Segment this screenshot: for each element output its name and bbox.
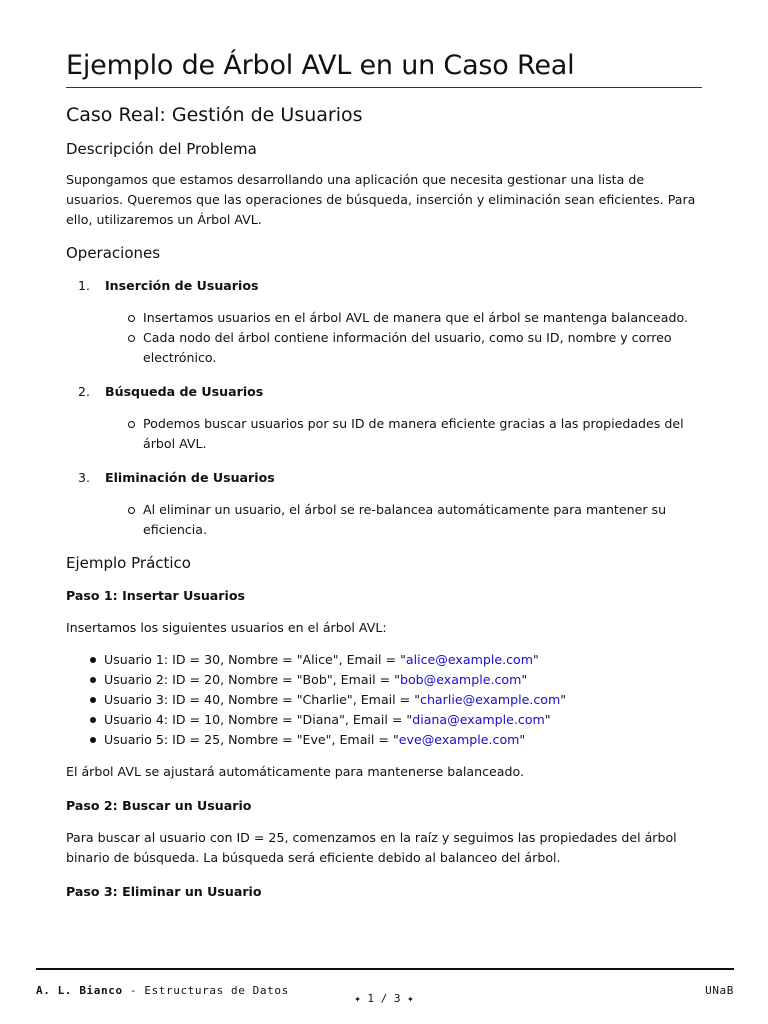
operations-heading: Operaciones	[66, 244, 161, 262]
circle-bullet-icon	[128, 421, 135, 428]
footer-divider	[36, 968, 734, 970]
operation-point: Insertamos usuarios en el árbol AVL de manera que el árbol se mantenga balanceado.	[143, 308, 702, 328]
operation-title: Inserción de Usuarios	[105, 278, 259, 293]
description-text: Supongamos que estamos desarrollando una aplicación que necesita gestionar una lista de usuarios. Queremos que las operaciones de búsqueda, inserción y eliminación sean eficientes. Para ello, utilizaremos un Árbol AVL.	[66, 172, 696, 227]
operation-item	[66, 468, 702, 540]
email-link[interactable]: alice@example.com	[405, 652, 533, 667]
operation-number: 1.	[77, 278, 90, 293]
step2-text: Para buscar al usuario con ID = 25, comenzamos en la raíz y seguimos las propiedades del árbol binario de búsqueda. La búsqueda será eficiente debido al balanceo del árbol.	[66, 830, 677, 865]
circle-bullet-icon	[128, 507, 135, 514]
footer-author: A. L. Bianco	[36, 984, 123, 997]
operation-title: Eliminación de Usuarios	[105, 470, 275, 485]
operation-points	[66, 500, 702, 540]
email-link[interactable]: charlie@example.com	[420, 692, 561, 707]
step3-title: Paso 3: Eliminar un Usuario	[66, 884, 262, 899]
bullet-icon	[90, 677, 96, 683]
operations-list	[66, 276, 702, 540]
operation-item	[66, 382, 702, 454]
operation-point: Cada nodo del árbol contiene información del usuario, como su ID, nombre y correo electrónico.	[143, 328, 702, 368]
user-item: Usuario 4: ID = 10, Nombre = "Diana", Email = "diana@example.com"	[104, 710, 702, 730]
bullet-icon	[90, 697, 96, 703]
description-heading: Descripción del Problema	[66, 140, 257, 158]
step1-title: Paso 1: Insertar Usuarios	[66, 588, 245, 603]
example-heading: Ejemplo Práctico	[66, 554, 191, 572]
user-item: Usuario 5: ID = 25, Nombre = "Eve", Email = "eve@example.com"	[104, 730, 702, 750]
footer-separator: -	[122, 984, 145, 997]
email-link[interactable]: bob@example.com	[399, 672, 522, 687]
bullet-icon	[90, 657, 96, 663]
operation-item	[66, 276, 702, 368]
circle-bullet-icon	[128, 315, 135, 322]
circle-bullet-icon	[128, 335, 135, 342]
user-item: Usuario 3: ID = 40, Nombre = "Charlie", Email = "charlie@example.com"	[104, 690, 702, 710]
operation-title: Búsqueda de Usuarios	[105, 384, 264, 399]
document-body	[66, 50, 702, 902]
operation-point: Podemos buscar usuarios por su ID de manera eficiente gracias a las propiedades del árbol AVL.	[143, 414, 702, 454]
users-list	[66, 650, 702, 750]
page-title: Ejemplo de Árbol AVL en un Caso Real	[66, 50, 702, 88]
operation-number: 3.	[77, 470, 90, 485]
page-number: ✦ 1 / 3 ✦	[354, 992, 414, 1005]
operation-point: Al eliminar un usuario, el árbol se re-balancea automáticamente para mantener su eficiencia.	[143, 500, 702, 540]
footer-institution: UNaB	[705, 984, 734, 997]
email-link[interactable]: eve@example.com	[398, 732, 520, 747]
user-item: Usuario 1: ID = 30, Nombre = "Alice", Email = "alice@example.com"	[104, 650, 702, 670]
bullet-icon	[90, 737, 96, 743]
operation-points	[66, 414, 702, 454]
user-item: Usuario 2: ID = 20, Nombre = "Bob", Email = "bob@example.com"	[104, 670, 702, 690]
step2-title: Paso 2: Buscar un Usuario	[66, 798, 252, 813]
email-link[interactable]: diana@example.com	[412, 712, 545, 727]
operation-number: 2.	[77, 384, 90, 399]
bullet-icon	[90, 717, 96, 723]
section-title: Caso Real: Gestión de Usuarios	[66, 104, 363, 126]
operation-points	[66, 308, 702, 368]
step1-intro: Insertamos los siguientes usuarios en el árbol AVL:	[66, 620, 387, 635]
footer-course: Estructuras de Datos	[144, 984, 289, 997]
step1-outro: El árbol AVL se ajustará automáticamente para mantenerse balanceado.	[66, 764, 524, 779]
